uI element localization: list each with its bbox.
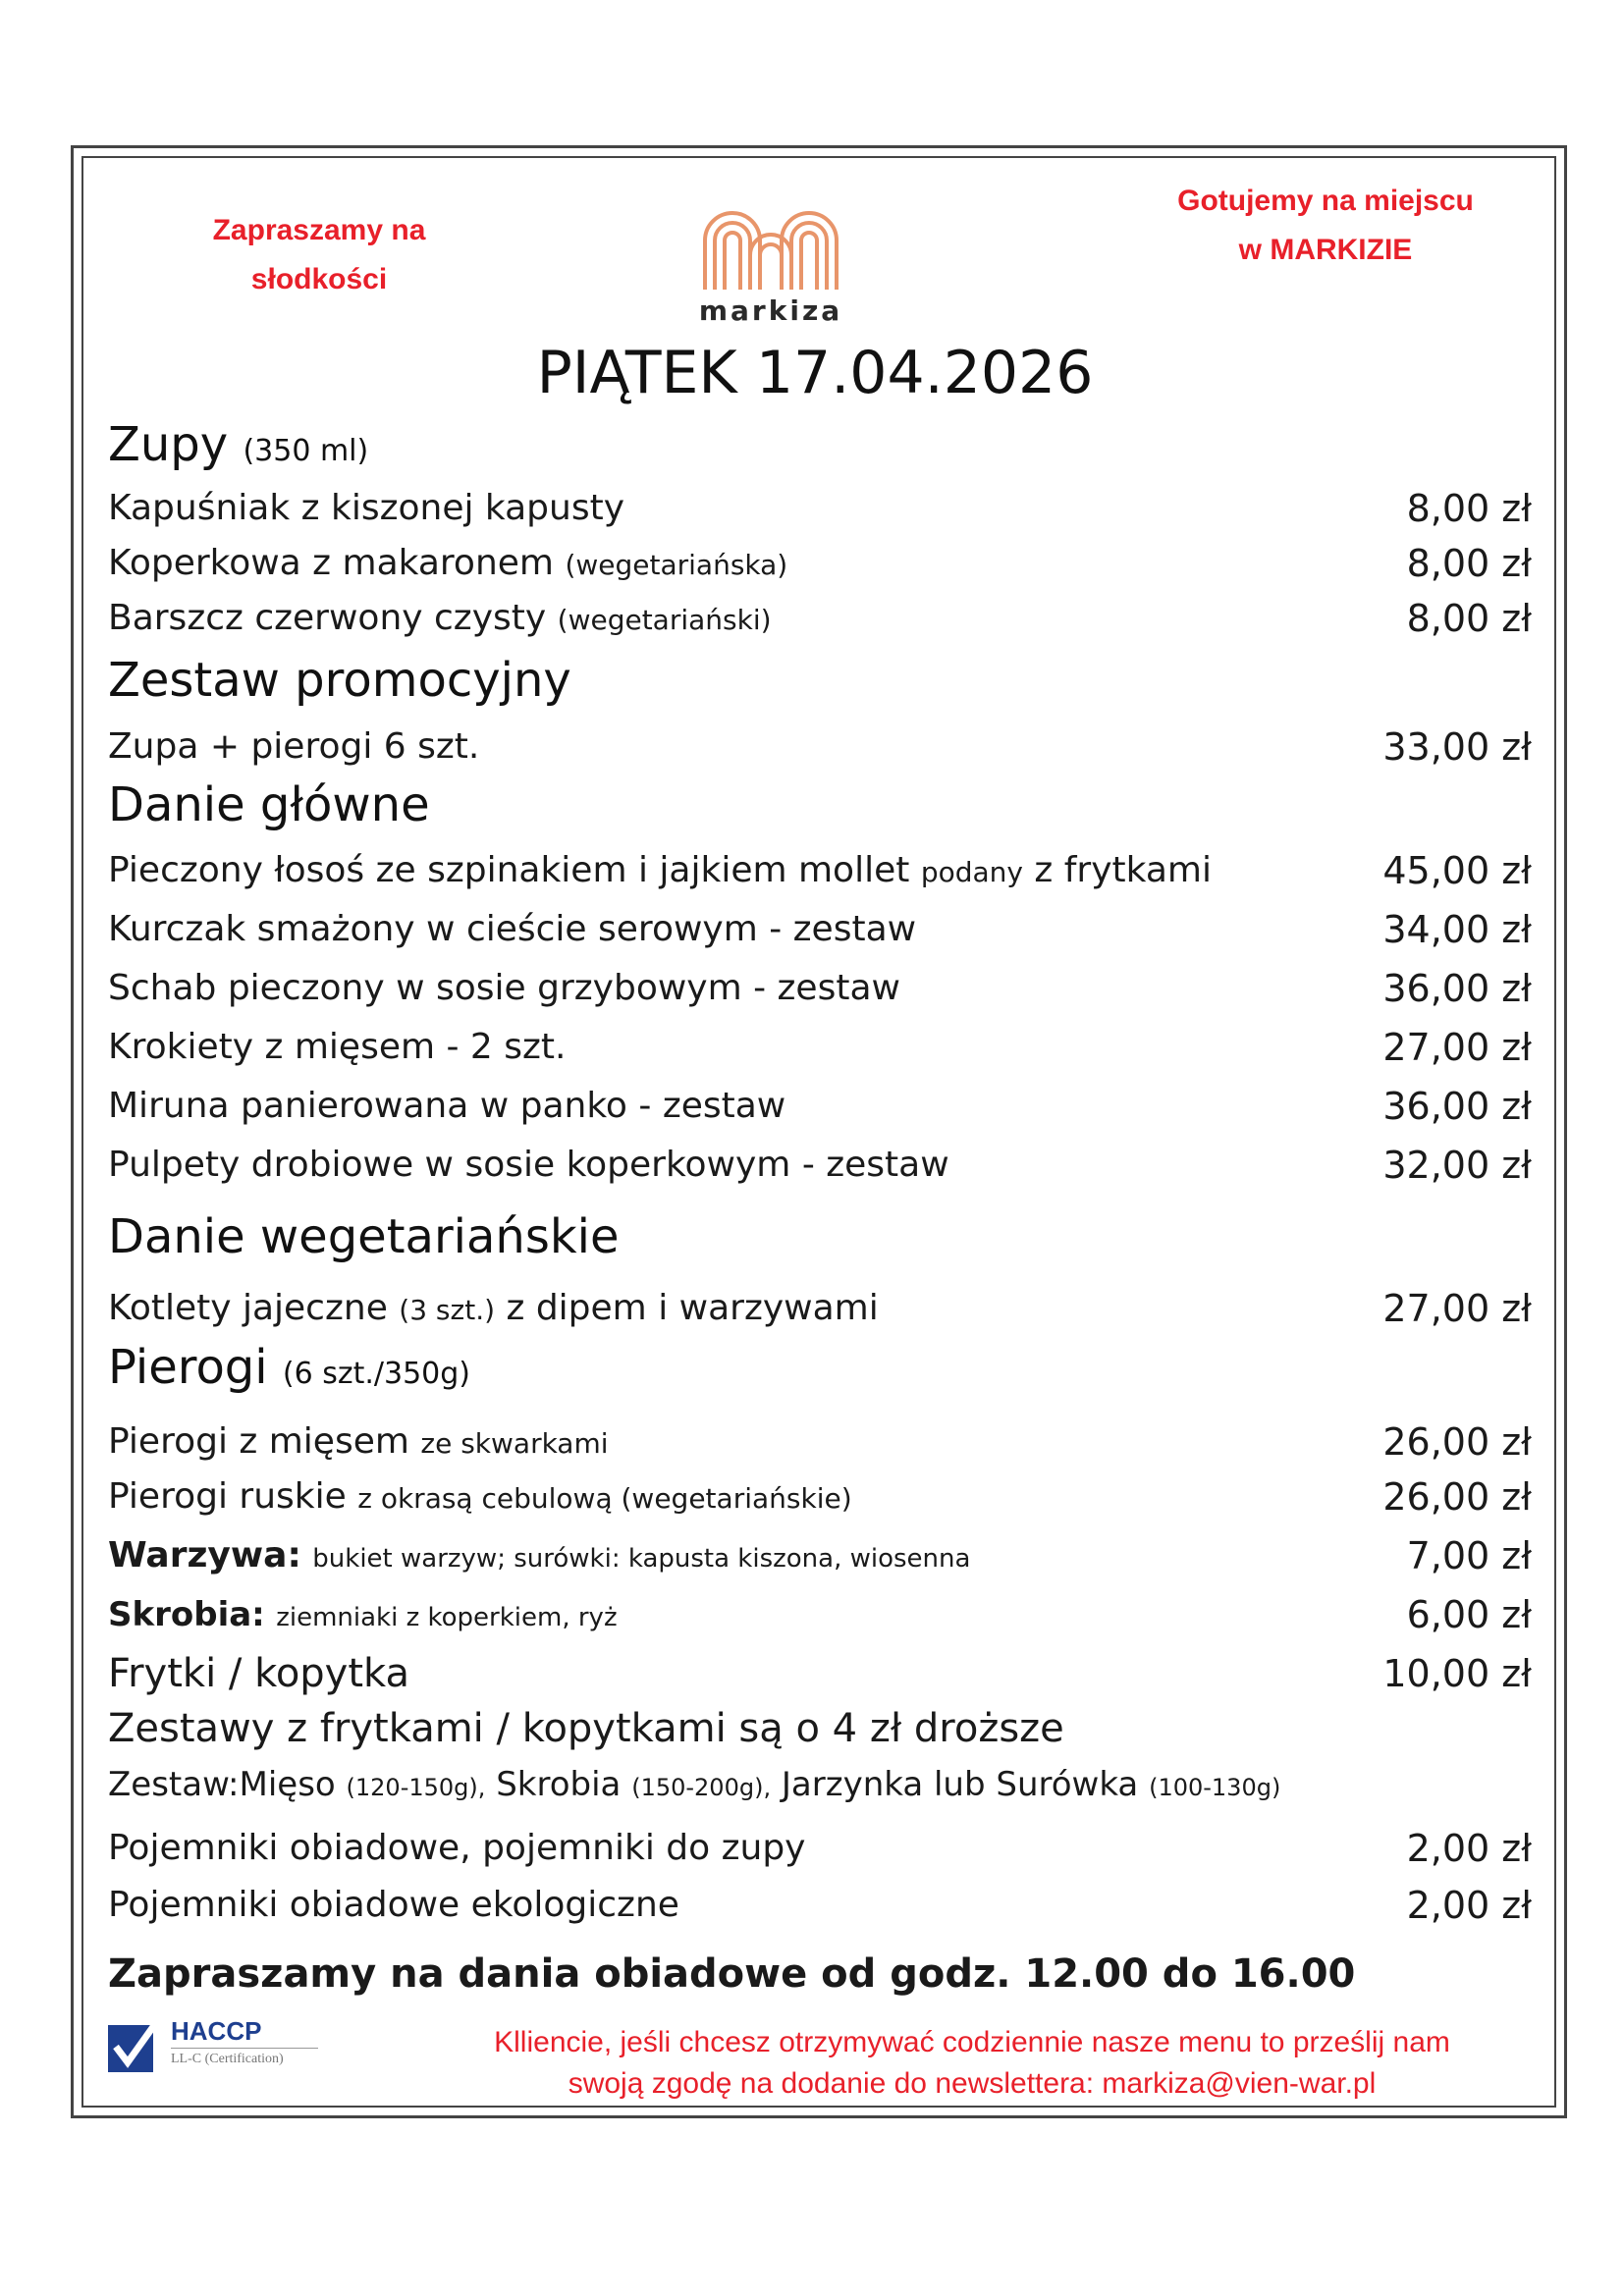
menu-item-row [108,1646,1532,1701]
menu-item-row [108,1079,1532,1134]
menu-item-note: podany [920,856,1023,888]
opening-hours-text: Zapraszamy na dania obiadowe od godz. 12.00 do 16.00 [108,1951,1356,1997]
haccp-title: HACCP [171,2016,262,2046]
cooking-note-line1: Gotujemy na miejscu [1177,185,1474,217]
menu-item-note: ze skwarkami [420,1427,609,1460]
menu-item-row [108,536,1532,591]
menu-item-price: 34,00 zł [1382,908,1532,951]
section-soups-label: Zupy [108,417,229,472]
menu-item-price: 27,00 zł [1382,1287,1532,1330]
section-vegetarian-title: Danie wegetariańskie [108,1209,620,1264]
menu-item-price: 27,00 zł [1382,1026,1532,1069]
sweets-invite [201,206,437,304]
menu-item-row [108,1878,1532,1933]
menu-item-note: (wegetariański) [557,604,772,636]
menu-item-name: Pojemniki obiadowe, pojemniki do zupy [108,1828,806,1868]
opening-hours [108,1947,1532,2002]
set-part-starch-note: (150-200g), [631,1774,772,1801]
section-dumplings-note: (6 szt./350g) [282,1357,470,1391]
newsletter-note [432,2022,1512,2105]
newsletter-line2: swoją zgodę na dodanie do newslettera: markiza@vien-war.pl [568,2067,1377,2100]
menu-item-name: Pieczony łosoś ze szpinakiem i jajkiem mollet [108,850,910,890]
set-part-meat-note: (120-150g), [346,1774,486,1801]
section-soups-note: (350 ml) [243,434,369,468]
section-soups-title [108,417,368,472]
menu-item-note: bukiet warzyw; surówki: kapusta kiszona, wiosenna [312,1544,971,1574]
menu-item-price: 2,00 zł [1406,1827,1532,1870]
set-part-veg: Jarzynka lub Surówka [781,1765,1139,1804]
menu-item-row [108,720,1532,774]
section-dumplings-title [108,1340,470,1395]
menu-item-row [108,1469,1532,1524]
menu-item-name: Krokiety z mięsem - 2 szt. [108,1027,567,1067]
menu-item-note: z okrasą cebulową (wegetariańskie) [357,1482,852,1515]
set-part-meat: Zestaw:Mięso [108,1765,336,1804]
menu-item-name: Pierogi ruskie [108,1476,347,1517]
menu-item-name: Warzywa: [108,1535,301,1575]
haccp-badge [106,2012,332,2081]
menu-item-row [108,1138,1532,1193]
menu-item-price: 6,00 zł [1406,1593,1532,1636]
page-title: PIĄTEK 17.04.2026 [536,339,1094,407]
menu-item-row [108,1415,1532,1469]
haccp-subtitle: LL-C (Certification) [171,2052,284,2066]
menu-item-row [108,843,1532,898]
menu-item-name: Schab pieczony w sosie grzybowym - zestaw [108,968,900,1008]
menu-item-name: Kapuśniak z kiszonej kapusty [108,488,625,528]
sweets-invite-line2: słodkości [250,263,388,295]
section-promo-title: Zestaw promocyjny [108,653,571,708]
cooking-note [1149,177,1502,275]
menu-item-name: Kurczak smażony w cieście serowym - zestaw [108,909,917,949]
menu-item-name: Skrobia: [108,1595,265,1634]
checkmark-icon [106,2017,161,2076]
menu-item-row [108,1587,1532,1642]
menu-item-price: 33,00 zł [1382,725,1532,769]
menu-item-price: 8,00 zł [1406,542,1532,585]
menu-item-price: 8,00 zł [1406,597,1532,640]
sweets-invite-line1: Zapraszamy na [212,214,426,246]
menu-item-name: Zupa + pierogi 6 szt. [108,726,480,767]
set-part-starch: Skrobia [496,1765,622,1804]
info-line [108,1701,1532,1756]
menu-item-name: Miruna panierowana w panko - zestaw [108,1086,786,1126]
menu-item-row [108,1281,1532,1336]
menu-item-row [108,1528,1532,1583]
menu-item-name-suffix: z dipem i warzywami [506,1288,879,1328]
menu-item-name-suffix: z frytkami [1034,850,1213,890]
section-dumplings-label: Pierogi [108,1340,268,1395]
menu-item-name: Pierogi z mięsem [108,1421,409,1462]
menu-item-note: (3 szt.) [399,1294,496,1326]
menu-item-note: (wegetariańska) [565,549,788,581]
menu-item-price: 26,00 zł [1382,1420,1532,1464]
menu-item-name: Kotlety jajeczne [108,1288,388,1328]
newsletter-line1: Klliencie, jeśli chcesz otrzymywać codziennie nasze menu to prześlij nam [494,2026,1450,2058]
menu-item-row [108,591,1532,646]
info-line-text: Zestawy z frytkami / kopytkami są o 4 zł droższe [108,1706,1064,1751]
menu-item-price: 26,00 zł [1382,1475,1532,1519]
logo-wordmark: markiza [698,294,843,327]
menu-item-price: 2,00 zł [1406,1884,1532,1927]
menu-item-name: Barszcz czerwony czysty [108,598,547,638]
menu-item-price: 45,00 zł [1382,849,1532,892]
menu-item-row [108,481,1532,536]
menu-item-name: Koperkowa z makaronem [108,543,554,583]
menu-item-name: Pojemniki obiadowe ekologiczne [108,1885,679,1925]
menu-item-row [108,1020,1532,1075]
menu-item-price: 36,00 zł [1382,1085,1532,1128]
menu-item-price: 10,00 zł [1382,1652,1532,1695]
menu-item-price: 36,00 zł [1382,967,1532,1010]
set-part-veg-note: (100-130g) [1149,1774,1281,1801]
cooking-note-line2: w MARKIZIE [1238,234,1413,266]
menu-item-price: 8,00 zł [1406,487,1532,530]
menu-item-price: 7,00 zł [1406,1534,1532,1577]
set-composition-line [108,1757,1532,1812]
menu-item-row [108,1821,1532,1876]
menu-item-name: Pulpety drobiowe w sosie koperkowym - zestaw [108,1145,949,1185]
menu-item-price: 32,00 zł [1382,1144,1532,1187]
menu-item-name: Frytki / kopytka [108,1651,410,1696]
menu-item-note: ziemniaki z koperkiem, ryż [276,1603,618,1632]
section-main-title: Danie główne [108,777,430,832]
menu-item-row [108,902,1532,957]
menu-item-row [108,961,1532,1016]
